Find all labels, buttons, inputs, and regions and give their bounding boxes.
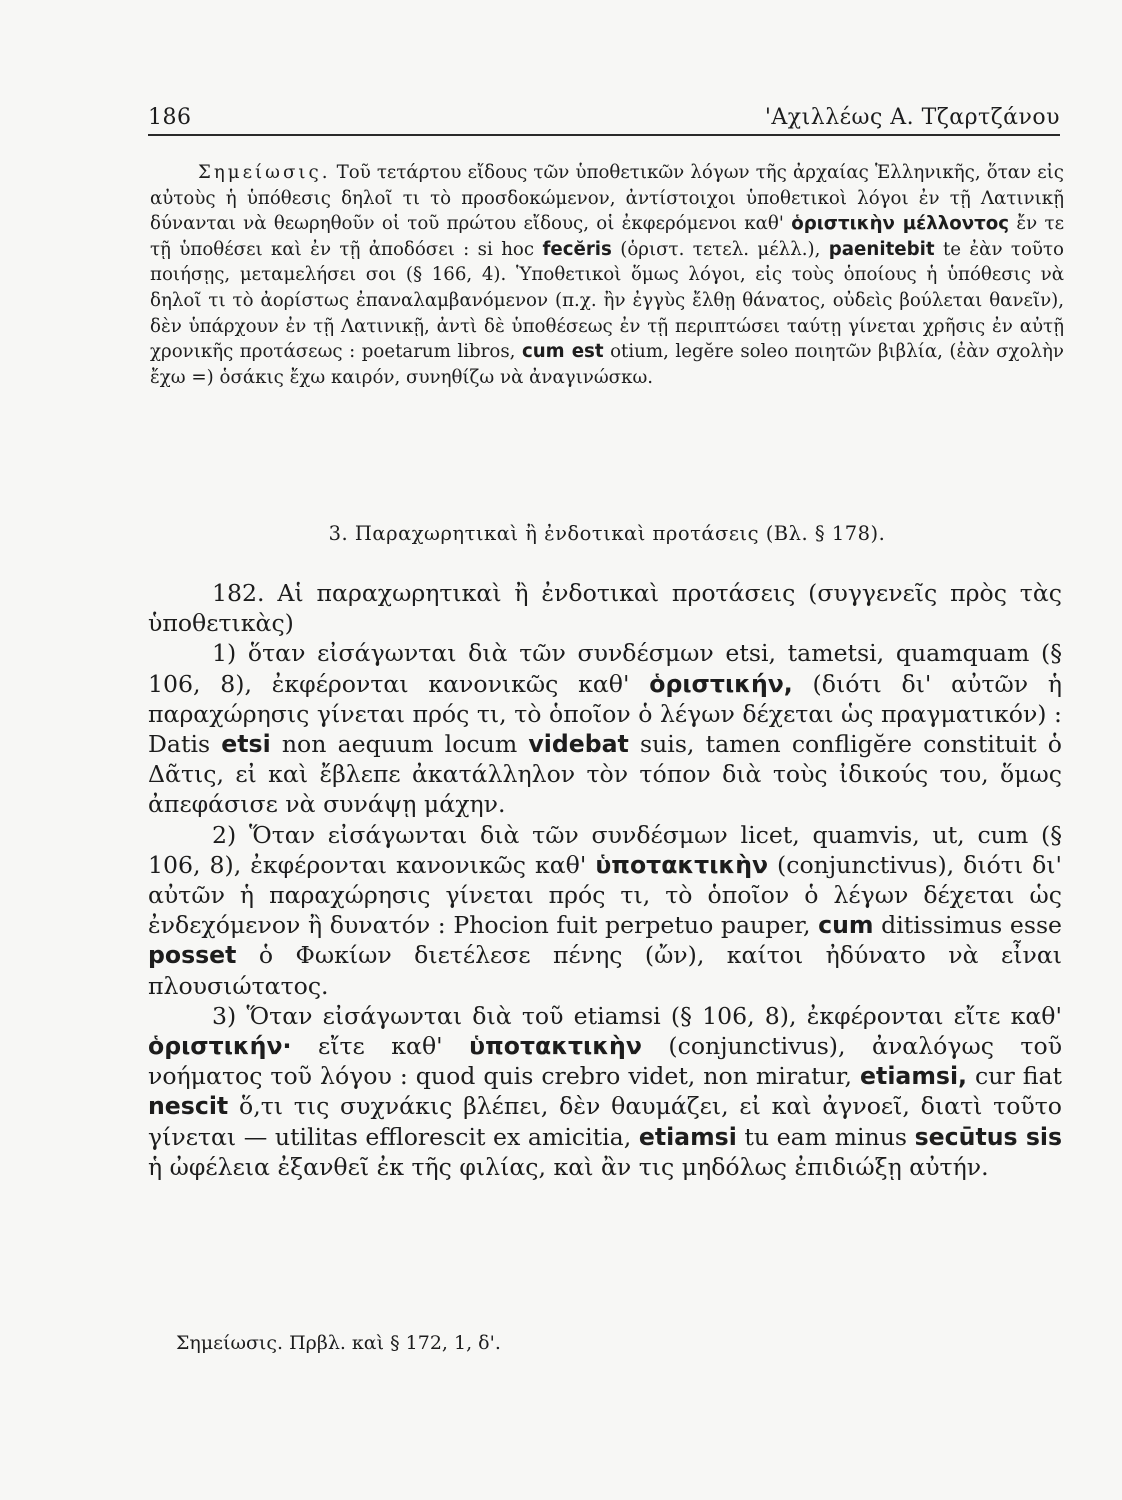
section-heading: 3. Παραχωρητικαὶ ἢ ἐνδοτικαὶ προτάσεις (Βλ. § 178).: [328, 522, 886, 545]
case-1: [148, 638, 1062, 819]
text: ὅ,τι τις συχνάκις βλέπει, δὲν θαυμάζει, εἰ καὶ ἀγνοεῖ, διατὶ τοῦτο γίνεται — utilitas efflorescit ex amicitia,: [148, 1092, 1063, 1151]
bold-term: secūtus sis: [914, 1122, 1063, 1151]
text: ὁ Φωκίων διετέλεσε πένης (ὤν), καίτοι ἠδύνατο νὰ εἶναι πλουσιώτατος.: [148, 941, 1063, 1000]
text: 1) ὅταν εἰσάγωνται διὰ τῶν συνδέσμων etsi, tametsi, quamquam (§ 106, 8), ἐκφέρονται κανονικῶς καθ': [148, 639, 1062, 698]
note-text: ἔν τε τῇ ὑποθέσει καὶ ἐν τῇ ἀποδόσει : si hoc: [150, 213, 1064, 260]
page-header: [148, 96, 1060, 130]
page-number: 186: [148, 105, 192, 130]
bold-term: paenitebit: [828, 238, 935, 260]
note-text: (ὁριστ. τετελ. μέλλ.),: [620, 238, 821, 260]
text: 3) Ὅταν εἰσάγωνται διὰ τοῦ etiamsi (§ 106, 8), ἐκφέρονται εἴτε καθ': [212, 1001, 1062, 1030]
text: (διότι δι' αὐτῶν ἡ παραχώρησις γίνεται πρός τι, τὸ ὁποῖον ὁ λέγων δέχεται ὡς πραγματικόν) : Datis: [148, 669, 1062, 759]
case-2: [148, 820, 1062, 1001]
note-text: te ἐὰν τοῦτο ποιήσῃς, μεταμελήσει σοι (§ 166, 4). Ὑποθετικοὶ ὅμως λόγοι, εἰς τοὺς ὁποίους ἡ ὑπόθεσις νὰ δηλοῖ τι τὸ ἀορίστως ἐπαναλαμβανόμενον (π.χ. ἢν ἐγγὺς ἔλθῃ θάνατος, οὐδεὶς βούλεται θανεῖν), δὲν ὑπάρχουν ἐν τῇ Λατινικῇ, ἀντὶ δὲ ὑποθέσεως ἐν τῇ περιπτώσει ταύτῃ γίνεται χρῆσις ἐν αὐτῇ χρονικῆς προτάσεως : poetarum libros,: [150, 238, 1064, 363]
bold-term: ὁριστικήν,: [649, 669, 793, 698]
bold-term: posset: [148, 941, 237, 970]
text: cur fiat: [975, 1062, 1063, 1091]
text: non aequum locum: [281, 730, 518, 759]
text: 2) Ὅταν εἰσάγωνται διὰ τῶν συνδέσμων licet, quamvis, ut, cum (§ 106, 8), ἐκφέρονται κανονικῶς καθ': [148, 820, 1062, 879]
bold-term: cum: [818, 911, 874, 940]
bold-term: etiamsi,: [860, 1062, 968, 1091]
bold-term: videbat: [528, 730, 629, 759]
bold-term: fecĕris: [542, 238, 612, 260]
running-title: 'Αχιλλέως Α. Τζαρτζάνου: [764, 105, 1060, 130]
header-rule: [148, 134, 1060, 136]
text: suis, tamen confligĕre constituit ὁ Δᾶτις, εἰ καὶ ἔβλεπε ἀκατάλληλον τὸν τόπον διὰ τοὺς ἰδικούς του, ὅμως ἀπεφάσισε νὰ συνάψῃ μάχην.: [148, 730, 1062, 819]
closing-note: Σημείωσις. Πρβλ. καὶ § 172, 1, δ'.: [176, 1332, 501, 1354]
bold-term: nescit: [148, 1092, 229, 1121]
note-text: otium, legĕre soleo ποιητῶν βιβλία, (ἐὰν σχολὴν ἔχω =) ὁσάκις ἔχω καιρόν, συνηθίζω νὰ ἀναγινώσκω.: [150, 341, 1064, 388]
paragraph-182: [148, 578, 1062, 1182]
bold-term: cum est: [521, 341, 604, 363]
note-text: Τοῦ τετάρτου εἴδους τῶν ὑποθετικῶν λόγων τῆς ἀρχαίας Ἑλληνικῆς, ὅταν εἰς αὐτοὺς ἡ ὑπόθεσις δηλοῖ τι τὸ προσδοκώμενον, ἀντίστοιχοι ὑποθετικοὶ λόγοι ἐν τῇ Λατινικῇ δύνανται νὰ θεωρηθοῦν οἱ τοῦ πρώτου εἴδους, οἱ ἐκφερόμενοι καθ': [150, 162, 1064, 235]
paragraph-intro: 182. Αἱ παραχωρητικαὶ ἢ ἐνδοτικαὶ προτάσεις (συγγενεῖς πρὸς τὰς ὑποθετικὰς): [148, 579, 1062, 638]
text: (conjunctivus), ἀναλόγως τοῦ νοήματος τοῦ λόγου : quod quis crebro videt, non miratur,: [148, 1032, 1063, 1091]
text: ditissimus esse: [881, 911, 1063, 940]
bold-term: etsi: [221, 730, 271, 759]
bold-term: ὁριστικὴν μέλλοντος: [791, 213, 1010, 235]
bold-term: etiamsi: [638, 1122, 737, 1151]
text: tu eam minus: [744, 1122, 908, 1151]
text: (conjunctivus), διότι δι' αὐτῶν ἡ παραχώρησις γίνεται πρός τι, τὸ ὁποῖον ὁ λέγων δέχεται ὡς ἐνδεχόμενον ἢ δυνατόν : Phocion fuit perpetuo pauper,: [148, 850, 1063, 940]
bold-term: ὑποτακτικὴν: [469, 1032, 642, 1061]
text: εἴτε καθ': [318, 1032, 443, 1061]
note-label: Σημείωσις.: [198, 162, 331, 183]
bold-term: ὁριστικήν·: [148, 1032, 292, 1061]
note-paragraph: [150, 160, 1064, 390]
bold-term: ὑποτακτικὴν: [595, 850, 769, 879]
text: ἡ ὠφέλεια ἐξανθεῖ ἐκ τῆς φιλίας, καὶ ἂν τις μηδόλως ἐπιδιώξῃ αὐτήν.: [148, 1152, 989, 1181]
case-3: [148, 1001, 1062, 1182]
